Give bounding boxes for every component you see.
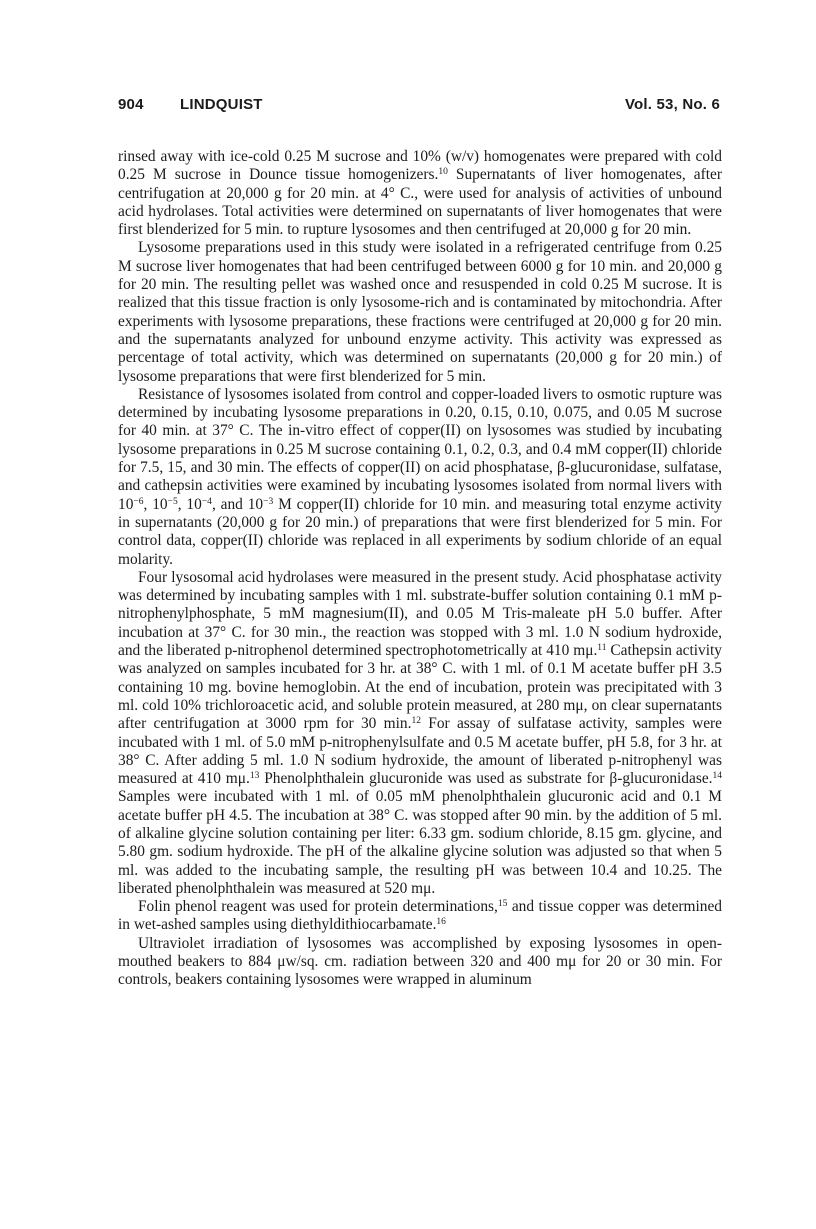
text-run: , and 10 xyxy=(211,495,264,513)
text-run: Samples were incubated with 1 ml. of 0.05 mM phenolphthalein glucuronic acid and 0.1 M acetate buffer pH 4.5. The incubation at 38° C. was stopped after 90 min. by the addition of 5 ml. of alkaline glycine solution containing per liter: 6.33 gm. sodium chloride, 8.15 gm. glycine, and 5.80 gm. sodium hydroxide. The pH of the alkaline glycine solution was adjusted so that when 5 ml. was added to the incubating sample, the resulting pH was between 10.4 and 10.25. The liberated phenolphthalein was measured at 520 mμ. xyxy=(118,788,722,897)
text-run: , 10 xyxy=(177,495,202,513)
reference-superscript: 10 xyxy=(438,167,448,178)
paragraph-ultraviolet xyxy=(118,935,722,990)
reference-superscript: −4 xyxy=(201,496,212,507)
text-run: Resistance of lysosomes isolated from control and copper-loaded livers to osmotic rupture was determined by incubating lysosome preparations in 0.20, 0.15, 0.10, 0.075, and 0.05 M sucrose for 40 min. at 37° C. The in-vitro effect of copper(II) on lysosomes was studied by incubating lysosome preparations in 0.25 M sucrose containing 0.1, 0.2, 0.3, and 0.4 mM copper(II) chloride for 7.5, 15, and 30 min. The effects of copper(II) on acid phosphatase, β-glucuronidase, sulfatase, and cathepsin activities were examined by incubating lysosomes isolated from normal livers with 10 xyxy=(118,385,722,513)
reference-superscript: −5 xyxy=(167,496,178,507)
text-run: Supernatants of liver homogenates, after centrifugation at 20,000 g for 20 min. at 4° C., were used for analysis of activities of unbound acid hydrolases. Total activities were determined on supernatants of liver homogenates that were first blenderized for 5 min. to rupture lysosomes and then centrifuged at 20,000 g for 20 min. xyxy=(118,166,722,239)
volume-issue: Vol. 53, No. 6 xyxy=(624,96,720,113)
reference-superscript: −6 xyxy=(133,496,144,507)
paragraph-protein-copper xyxy=(118,898,722,935)
text-run: M copper(II) chloride for 10 min. and measuring total enzyme activity in supernatants (20,000 g for 20 min.) of preparations that were first blenderized for 5 min. For control data, copper(II) chloride was replaced in all experiments by sodium chloride of an equal molarity. xyxy=(118,495,723,568)
reference-superscript: 15 xyxy=(497,899,508,910)
text-run: , 10 xyxy=(143,495,168,513)
body-text xyxy=(118,148,722,990)
text-run: Phenolphthalein glucuronide was used as substrate for β-glucuronidase. xyxy=(259,770,713,788)
running-head xyxy=(118,96,720,118)
text-run: Ultraviolet irradiation of lysosomes was accomplished by exposing lysosomes in open-mouthed beakers to 884 μw/sq. cm. radiation between 320 and 400 mμ for 20 or 30 min. For controls, beakers containing lysosomes were wrapped in aluminum xyxy=(118,934,722,989)
reference-superscript: 16 xyxy=(436,917,446,928)
paragraph-osmotic-rupture xyxy=(118,386,722,569)
paragraph-lysosome-preparations xyxy=(118,239,722,385)
paragraph-homogenates xyxy=(118,148,722,239)
text-run: For assay of sulfatase activity, samples were incubated with 1 ml. of 5.0 mM p-nitrophenylsulfate and 0.5 M acetate buffer, pH 5.8, for 3 hr. at 38° C. After adding 5 ml. 1.0 N sodium hydroxide, the amount of liberated p-nitrophenyl was measured at 410 mμ. xyxy=(118,715,722,788)
reference-superscript: 12 xyxy=(411,716,421,727)
author-name: LINDQUIST xyxy=(180,96,263,113)
reference-superscript: 11 xyxy=(597,643,607,654)
text-run: rinsed away with ice-cold 0.25 M sucrose and 10% (w/v) homogenates were prepared with cold 0.25 M sucrose in Dounce tissue homogenizers. xyxy=(118,148,722,184)
text-run: Four lysosomal acid hydrolases were measured in the present study. Acid phosphatase activity was determined by incubating samples with 1 ml. substrate-buffer solution containing 0.1 mM p-nitrophenylphosphate, 5 mM magnesium(II), and 0.05 M Tris-maleate pH 5.0 buffer. After incubation at 37° C. for 30 min., the reaction was stopped with 3 ml. 1.0 N sodium hydroxide, and the liberated p-nitrophenol determined spectrophotometrically at 410 mμ. xyxy=(118,568,722,660)
text-run: and tissue copper was determined in wet-ashed samples using diethyldithiocarbamate. xyxy=(118,898,722,934)
paragraph-acid-hydrolases xyxy=(118,569,722,898)
text-run: Cathepsin activity was analyzed on samples incubated for 3 hr. at 38° C. with 1 ml. of 0.1 M acetate buffer pH 3.5 containing 10 mg. bovine hemoglobin. At the end of incubation, protein was precipitated with 3 ml. cold 10% trichloroacetic acid, and soluble protein measured, at 280 mμ, on clear supernatants after centrifugation at 3000 rpm for 30 min. xyxy=(118,642,722,733)
page-number: 904 xyxy=(118,96,144,113)
text-run: Folin phenol reagent was used for protein determinations, xyxy=(138,898,498,916)
text-run: Lysosome preparations used in this study were isolated in a refrigerated centrifuge from 0.25 M sucrose liver homogenates that had been centrifuged between 6000 g for 10 min. and 20,000 g for 20 min. The resulting pellet was washed once and resuspended in cold 0.25 M sucrose. It is realized that this tissue fraction is only lysosome-rich and is contaminated by mitochondria. After experiments with lysosome preparations, these fractions were centrifuged at 20,000 g for 20 min. and the supernatants analyzed for unbound enzyme activity. This activity was expressed as percentage of total activity, which was determined on supernatants (20,000 g for 20 min.) of lysosome preparations that were first blenderized for 5 min. xyxy=(118,239,722,385)
reference-superscript: −3 xyxy=(263,496,274,507)
reference-superscript: 14 xyxy=(712,771,723,782)
reference-superscript: 13 xyxy=(249,771,260,782)
